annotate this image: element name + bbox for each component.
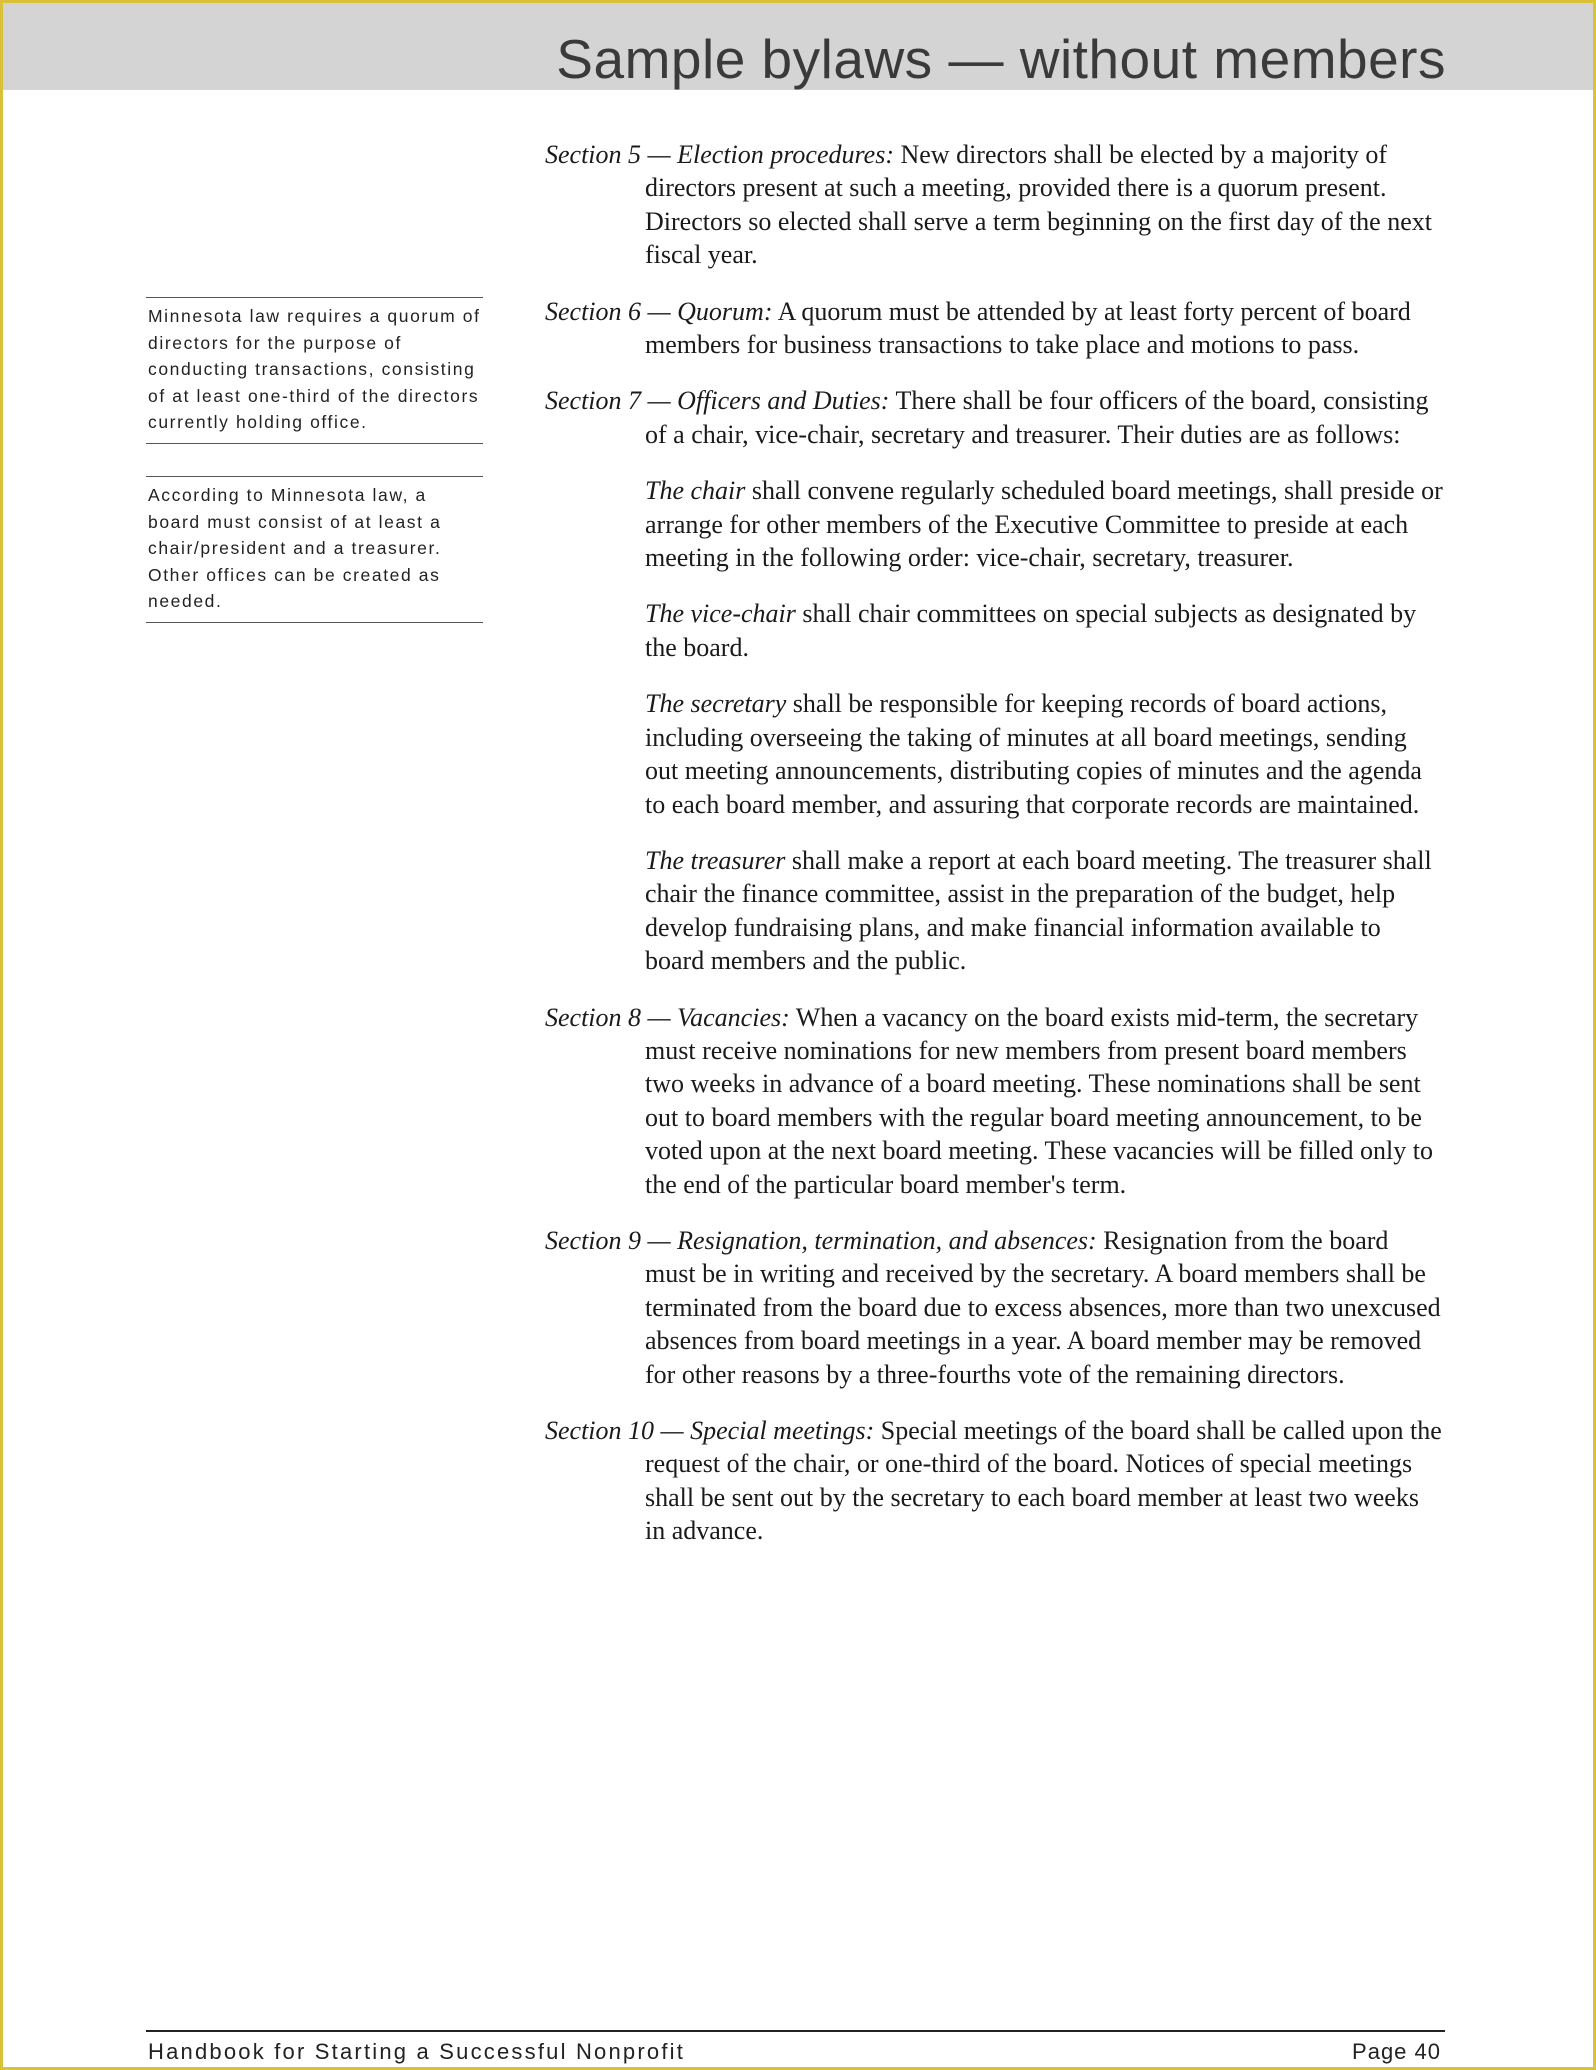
section-text: Resignation from the board must be in writing and received by the secretary. A board members shall be terminated from the board due to excess absences, more than two unexcused absences from board meetings in a year. A board member may be removed for other reasons by a three-fourths vote of the remaining directors. bbox=[645, 1225, 1441, 1389]
footer-divider bbox=[146, 2030, 1445, 2032]
section-label: Section 8 — Vacancies: bbox=[545, 1002, 790, 1032]
section-label: Section 9 — Resignation, termination, and absences: bbox=[545, 1225, 1097, 1255]
duty-text: shall make a report at each board meeting. The treasurer shall chair the finance committee, assist in the preparation of the budget, help develop fundraising plans, and make financial information available to board members and the public. bbox=[645, 845, 1432, 976]
header-band bbox=[3, 3, 1593, 90]
bylaws-body bbox=[545, 138, 1445, 1571]
duty-text: shall convene regularly scheduled board meetings, shall preside or arrange for other members of the Executive Committee to preside at each meeting in the following order: vice-chair, secretary, treasurer. bbox=[645, 476, 1443, 573]
section-6 bbox=[545, 295, 1445, 362]
page-title: Sample bylaws — without members bbox=[556, 28, 1446, 90]
section-label: Section 10 — Special meetings: bbox=[545, 1416, 875, 1445]
duty-vice-chair bbox=[545, 597, 1445, 664]
duty-secretary bbox=[545, 687, 1445, 821]
footer-page-number: Page 40 bbox=[1352, 2039, 1441, 2064]
section-8 bbox=[545, 1001, 1445, 1201]
section-label: Section 5 — Election procedures: bbox=[545, 140, 894, 169]
duty-text: shall be responsible for keeping records of board actions, including overseeing the taking of minutes at all board meetings, sending out meeting announcements, distributing copies of minutes and the agenda to each board member, and assuring that corporate records are maintained. bbox=[645, 689, 1422, 819]
duty-treasurer bbox=[545, 844, 1445, 978]
sidebar-note-officers: According to Minnesota law, a board must consist of at least a chair/president and a treasurer. Other offices can be created as needed. bbox=[146, 476, 483, 623]
section-text: New directors shall be elected by a majority of directors present at such a meeting, provided there is a quorum present. Directors so elected shall serve a term beginning on the first day of the next fiscal year. bbox=[645, 140, 1432, 270]
footer-book-title: Handbook for Starting a Successful Nonprofit bbox=[148, 2039, 686, 2064]
section-9 bbox=[545, 1224, 1445, 1391]
section-label: Section 7 — Officers and Duties: bbox=[545, 386, 890, 416]
duty-label: The vice-chair bbox=[645, 599, 796, 629]
duty-label: The chair bbox=[645, 476, 746, 506]
section-text: When a vacancy on the board exists mid-term, the secretary must receive nominations for new members from present board members two weeks in advance of a board meeting. These nominations shall be sent out to board members with the regular board meeting announcement, to be voted upon at the next board meeting. These vacancies will be filled only to the end of the particular board member's term. bbox=[645, 1002, 1433, 1199]
duty-label: The treasurer bbox=[645, 845, 786, 875]
section-text: Special meetings of the board shall be called upon the request of the chair, or one-third of the board. Notices of special meetings shall be sent out by the secretary to each board member at least two weeks in advance. bbox=[645, 1416, 1442, 1546]
section-text: There shall be four officers of the board, consisting of a chair, vice-chair, secretary and treasurer. Their duties are as follows: bbox=[645, 386, 1429, 449]
duty-text: shall chair committees on special subjects as designated by the board. bbox=[645, 599, 1417, 662]
section-10 bbox=[545, 1414, 1445, 1548]
duty-label: The secretary bbox=[645, 689, 787, 719]
section-5 bbox=[545, 138, 1445, 272]
section-text: A quorum must be attended by at least forty percent of board members for business transactions to take place and motions to pass. bbox=[645, 296, 1411, 360]
sidebar-note-quorum: Minnesota law requires a quorum of directors for the purpose of conducting transactions, consisting of at least one-third of the directors currently holding office. bbox=[146, 297, 483, 444]
section-label: Section 6 — Quorum: bbox=[545, 296, 773, 326]
duty-chair bbox=[545, 474, 1445, 574]
section-7 bbox=[545, 384, 1445, 451]
